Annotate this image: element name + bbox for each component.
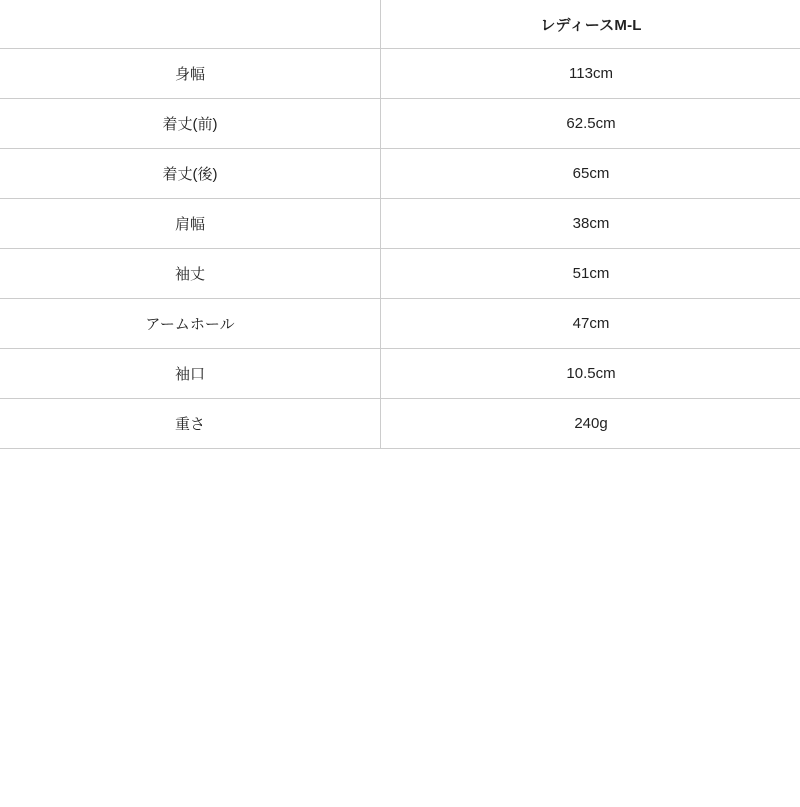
table-row bbox=[0, 49, 800, 99]
header-size-column: レディースM-L bbox=[381, 0, 800, 49]
row-value: 113cm bbox=[381, 49, 800, 99]
row-value: 65cm bbox=[381, 149, 800, 199]
table-row bbox=[0, 99, 800, 149]
row-label: 肩幅 bbox=[0, 199, 381, 249]
row-value: 240g bbox=[381, 399, 800, 449]
row-label: 着丈(前) bbox=[0, 99, 381, 149]
row-value: 10.5cm bbox=[381, 349, 800, 399]
page-bottom-whitespace bbox=[0, 449, 800, 807]
table-row bbox=[0, 149, 800, 199]
row-label: 着丈(後) bbox=[0, 149, 381, 199]
row-label: 身幅 bbox=[0, 49, 381, 99]
row-label: アームホール bbox=[0, 299, 381, 349]
row-value: 38cm bbox=[381, 199, 800, 249]
row-value: 62.5cm bbox=[381, 99, 800, 149]
header-label-column bbox=[0, 0, 381, 49]
row-value: 51cm bbox=[381, 249, 800, 299]
row-label: 袖丈 bbox=[0, 249, 381, 299]
table-row bbox=[0, 199, 800, 249]
table-header-row bbox=[0, 0, 800, 49]
row-label: 袖口 bbox=[0, 349, 381, 399]
table-row bbox=[0, 299, 800, 349]
table-row bbox=[0, 249, 800, 299]
table-row bbox=[0, 399, 800, 449]
row-value: 47cm bbox=[381, 299, 800, 349]
row-label: 重さ bbox=[0, 399, 381, 449]
table-row bbox=[0, 349, 800, 399]
